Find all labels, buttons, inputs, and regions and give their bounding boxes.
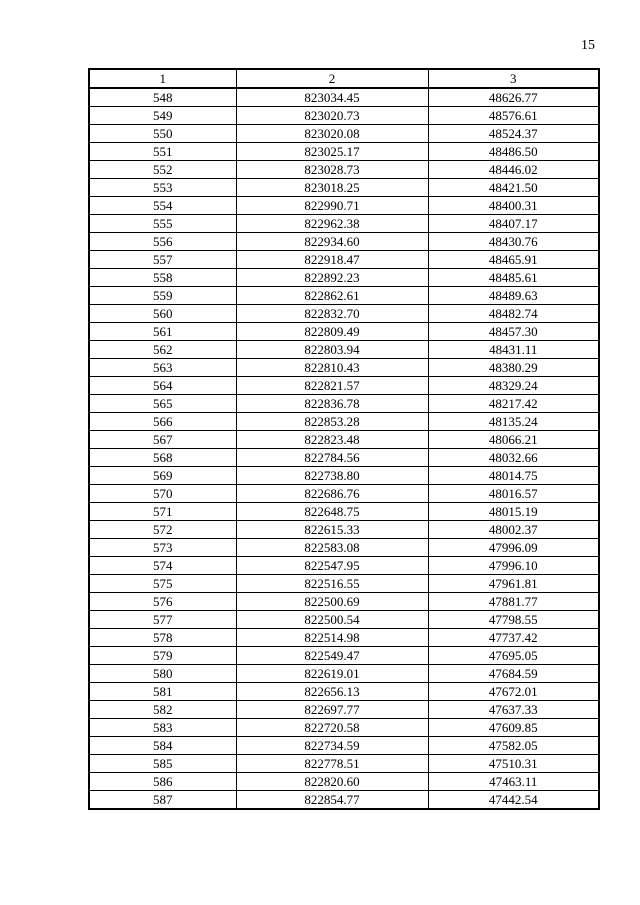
table-row: [89, 431, 599, 449]
y-coordinate-cell: 48002.37: [428, 521, 599, 539]
table-row: [89, 197, 599, 215]
table-row: [89, 251, 599, 269]
table-row: [89, 737, 599, 755]
y-coordinate-cell: 48014.75: [428, 467, 599, 485]
x-coordinate-cell: 822516.55: [236, 575, 428, 593]
point-number-cell: 573: [89, 539, 236, 557]
point-number-cell: 569: [89, 467, 236, 485]
point-number-cell: 560: [89, 305, 236, 323]
y-coordinate-cell: 48421.50: [428, 179, 599, 197]
table-row: [89, 107, 599, 125]
x-coordinate-cell: 822809.49: [236, 323, 428, 341]
x-coordinate-cell: 822853.28: [236, 413, 428, 431]
x-coordinate-cell: 822854.77: [236, 791, 428, 810]
point-number-cell: 558: [89, 269, 236, 287]
y-coordinate-cell: 47684.59: [428, 665, 599, 683]
y-coordinate-cell: 48407.17: [428, 215, 599, 233]
x-coordinate-cell: 822892.23: [236, 269, 428, 287]
table-row: [89, 125, 599, 143]
y-coordinate-cell: 48400.31: [428, 197, 599, 215]
y-coordinate-cell: 48465.91: [428, 251, 599, 269]
point-number-cell: 587: [89, 791, 236, 810]
y-coordinate-cell: 48329.24: [428, 377, 599, 395]
point-number-cell: 584: [89, 737, 236, 755]
table-row: [89, 413, 599, 431]
x-coordinate-cell: 822803.94: [236, 341, 428, 359]
y-coordinate-cell: 48066.21: [428, 431, 599, 449]
point-number-cell: 562: [89, 341, 236, 359]
y-coordinate-cell: 48430.76: [428, 233, 599, 251]
table-body: [89, 88, 599, 809]
x-coordinate-cell: 822500.69: [236, 593, 428, 611]
table-row: [89, 341, 599, 359]
point-number-cell: 581: [89, 683, 236, 701]
x-coordinate-cell: 822810.43: [236, 359, 428, 377]
y-coordinate-cell: 47672.01: [428, 683, 599, 701]
x-coordinate-cell: 822821.57: [236, 377, 428, 395]
y-coordinate-cell: 47695.05: [428, 647, 599, 665]
point-number-cell: 568: [89, 449, 236, 467]
point-number-cell: 575: [89, 575, 236, 593]
header-row: [89, 69, 599, 88]
table-row: [89, 755, 599, 773]
point-number-cell: 550: [89, 125, 236, 143]
y-coordinate-cell: 48524.37: [428, 125, 599, 143]
y-coordinate-cell: 47609.85: [428, 719, 599, 737]
y-coordinate-cell: 47996.10: [428, 557, 599, 575]
point-number-cell: 548: [89, 88, 236, 107]
point-number-cell: 566: [89, 413, 236, 431]
y-coordinate-cell: 47442.54: [428, 791, 599, 810]
x-coordinate-cell: 822583.08: [236, 539, 428, 557]
y-coordinate-cell: 48485.61: [428, 269, 599, 287]
column-header-1: 1: [89, 69, 236, 88]
x-coordinate-cell: 823020.73: [236, 107, 428, 125]
table-row: [89, 485, 599, 503]
y-coordinate-cell: 48486.50: [428, 143, 599, 161]
x-coordinate-cell: 822778.51: [236, 755, 428, 773]
x-coordinate-cell: 822686.76: [236, 485, 428, 503]
y-coordinate-cell: 48016.57: [428, 485, 599, 503]
point-number-cell: 554: [89, 197, 236, 215]
point-number-cell: 574: [89, 557, 236, 575]
x-coordinate-cell: 823020.08: [236, 125, 428, 143]
point-number-cell: 570: [89, 485, 236, 503]
point-number-cell: 552: [89, 161, 236, 179]
y-coordinate-cell: 48015.19: [428, 503, 599, 521]
y-coordinate-cell: 48032.66: [428, 449, 599, 467]
y-coordinate-cell: 48135.24: [428, 413, 599, 431]
y-coordinate-cell: 48626.77: [428, 88, 599, 107]
column-header-2: 2: [236, 69, 428, 88]
table-row: [89, 503, 599, 521]
table-row: [89, 773, 599, 791]
x-coordinate-cell: 822784.56: [236, 449, 428, 467]
table-row: [89, 143, 599, 161]
y-coordinate-cell: 47463.11: [428, 773, 599, 791]
point-number-cell: 556: [89, 233, 236, 251]
y-coordinate-cell: 48576.61: [428, 107, 599, 125]
point-number-cell: 583: [89, 719, 236, 737]
x-coordinate-cell: 822549.47: [236, 647, 428, 665]
table-row: [89, 593, 599, 611]
x-coordinate-cell: 822836.78: [236, 395, 428, 413]
x-coordinate-cell: 822734.59: [236, 737, 428, 755]
point-number-cell: 549: [89, 107, 236, 125]
y-coordinate-cell: 47737.42: [428, 629, 599, 647]
y-coordinate-cell: 48446.02: [428, 161, 599, 179]
point-number-cell: 571: [89, 503, 236, 521]
table-row: [89, 305, 599, 323]
x-coordinate-cell: 822500.54: [236, 611, 428, 629]
table-row: [89, 791, 599, 810]
table-row: [89, 665, 599, 683]
table-row: [89, 557, 599, 575]
table-row: [89, 215, 599, 233]
x-coordinate-cell: 822738.80: [236, 467, 428, 485]
point-number-cell: 585: [89, 755, 236, 773]
x-coordinate-cell: 822862.61: [236, 287, 428, 305]
x-coordinate-cell: 823034.45: [236, 88, 428, 107]
x-coordinate-cell: 822823.48: [236, 431, 428, 449]
table-row: [89, 629, 599, 647]
table-row: [89, 611, 599, 629]
y-coordinate-cell: 47510.31: [428, 755, 599, 773]
point-number-cell: 572: [89, 521, 236, 539]
table-row: [89, 233, 599, 251]
point-number-cell: 563: [89, 359, 236, 377]
point-number-cell: 578: [89, 629, 236, 647]
x-coordinate-cell: 822615.33: [236, 521, 428, 539]
table-row: [89, 359, 599, 377]
point-number-cell: 551: [89, 143, 236, 161]
y-coordinate-cell: 47798.55: [428, 611, 599, 629]
table-row: [89, 377, 599, 395]
table-row: [89, 701, 599, 719]
column-header-3: 3: [428, 69, 599, 88]
point-number-cell: 555: [89, 215, 236, 233]
x-coordinate-cell: 822934.60: [236, 233, 428, 251]
y-coordinate-cell: 48457.30: [428, 323, 599, 341]
point-number-cell: 582: [89, 701, 236, 719]
x-coordinate-cell: 822697.77: [236, 701, 428, 719]
y-coordinate-cell: 48217.42: [428, 395, 599, 413]
x-coordinate-cell: 822720.58: [236, 719, 428, 737]
table-row: [89, 467, 599, 485]
table-row: [89, 179, 599, 197]
point-number-cell: 565: [89, 395, 236, 413]
y-coordinate-cell: 47961.81: [428, 575, 599, 593]
x-coordinate-cell: 822962.38: [236, 215, 428, 233]
table-row: [89, 323, 599, 341]
y-coordinate-cell: 47881.77: [428, 593, 599, 611]
x-coordinate-cell: 822832.70: [236, 305, 428, 323]
y-coordinate-cell: 47582.05: [428, 737, 599, 755]
y-coordinate-cell: 47996.09: [428, 539, 599, 557]
point-number-cell: 576: [89, 593, 236, 611]
point-number-cell: 557: [89, 251, 236, 269]
x-coordinate-cell: 823028.73: [236, 161, 428, 179]
x-coordinate-cell: 822514.98: [236, 629, 428, 647]
table-row: [89, 521, 599, 539]
x-coordinate-cell: 822820.60: [236, 773, 428, 791]
table-row: [89, 719, 599, 737]
table-header: [89, 69, 599, 88]
point-number-cell: 564: [89, 377, 236, 395]
x-coordinate-cell: 822648.75: [236, 503, 428, 521]
y-coordinate-cell: 48380.29: [428, 359, 599, 377]
y-coordinate-cell: 48482.74: [428, 305, 599, 323]
table-row: [89, 647, 599, 665]
table-row: [89, 395, 599, 413]
page-number: 15: [581, 38, 595, 53]
table-row: [89, 287, 599, 305]
table-row: [89, 449, 599, 467]
coordinates-table: [88, 68, 600, 810]
x-coordinate-cell: 822990.71: [236, 197, 428, 215]
table-row: [89, 161, 599, 179]
x-coordinate-cell: 822547.95: [236, 557, 428, 575]
point-number-cell: 561: [89, 323, 236, 341]
x-coordinate-cell: 823025.17: [236, 143, 428, 161]
point-number-cell: 567: [89, 431, 236, 449]
y-coordinate-cell: 48431.11: [428, 341, 599, 359]
point-number-cell: 586: [89, 773, 236, 791]
table-row: [89, 88, 599, 107]
point-number-cell: 553: [89, 179, 236, 197]
x-coordinate-cell: 822619.01: [236, 665, 428, 683]
table-row: [89, 269, 599, 287]
point-number-cell: 580: [89, 665, 236, 683]
table-row: [89, 539, 599, 557]
x-coordinate-cell: 822918.47: [236, 251, 428, 269]
point-number-cell: 559: [89, 287, 236, 305]
table-row: [89, 683, 599, 701]
x-coordinate-cell: 822656.13: [236, 683, 428, 701]
y-coordinate-cell: 48489.63: [428, 287, 599, 305]
y-coordinate-cell: 47637.33: [428, 701, 599, 719]
point-number-cell: 579: [89, 647, 236, 665]
point-number-cell: 577: [89, 611, 236, 629]
table-row: [89, 575, 599, 593]
x-coordinate-cell: 823018.25: [236, 179, 428, 197]
